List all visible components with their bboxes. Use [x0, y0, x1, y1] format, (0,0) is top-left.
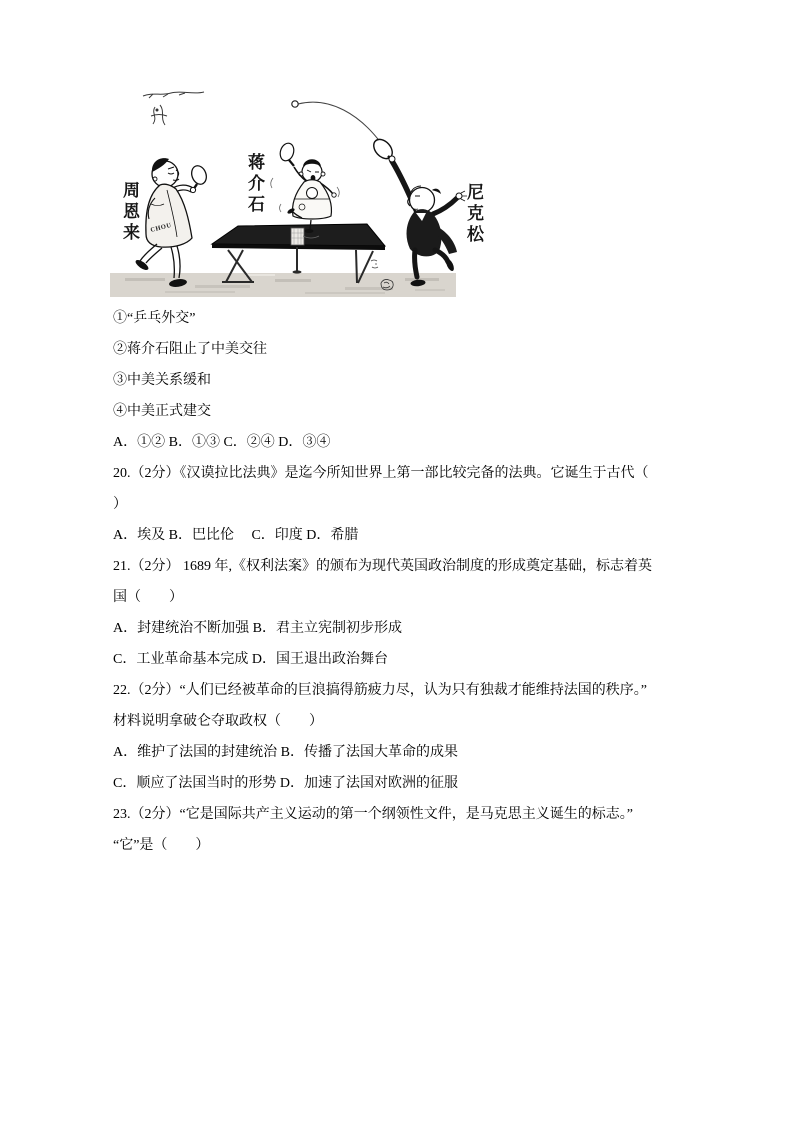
label-zhou-enlai: 周恩来 [120, 181, 139, 244]
ground [110, 273, 456, 297]
q20-stem-line2: ） [113, 497, 127, 512]
q20-stem-line1: 20.（2分）《汉谟拉比法典》是迄今所知世界上第一部比较完备的法典。它诞生于古代（ [113, 466, 649, 481]
signature-scribble [143, 92, 204, 125]
jiang-figure [271, 141, 340, 238]
nixon-figure [370, 136, 467, 287]
statement-1: ①“乒乓外交” [113, 311, 196, 326]
exam-text-block [113, 303, 685, 861]
label-nixon: 尼克松 [464, 183, 483, 246]
q23-stem-line1: 23.（2分）“它是国际共产主义运动的第一个纲领性文件，是马克思主义诞生的标志。” [113, 807, 633, 822]
statement-4: ④中美正式建交 [113, 404, 211, 419]
q22-stem-line2: 材料说明拿破仑夺取政权（ ） [113, 714, 323, 729]
q22-options-ab: A．维护了法国的封建统治 B．传播了法国大革命的成果 [113, 745, 458, 760]
label-chiang-kai-shek: 蒋介石 [245, 153, 264, 216]
q23-stem-line2: “它”是（ ） [113, 838, 210, 853]
zhou-figure [134, 158, 209, 288]
ping-pong-ball [292, 101, 298, 107]
q21-options-cd: C．工业革命基本完成 D．国王退出政治舞台 [113, 652, 388, 667]
q20-options-line: A．埃及 B．巴比伦 C．印度 D．希腊 [113, 528, 359, 543]
ball-trajectory [292, 101, 381, 143]
q19-options-line: A．①② B．①③ C．②④ D．③④ [113, 435, 331, 450]
zhou-jacket-text: CHOU [149, 221, 173, 234]
zhou-paddle [189, 164, 209, 187]
ping-pong-diplomacy-cartoon [105, 86, 485, 304]
table-net [291, 228, 304, 274]
jiang-paddle [278, 141, 296, 162]
q22-options-cd: C．顺应了法国当时的形势 D．加速了法国对欧洲的征服 [113, 776, 458, 791]
q21-stem-line2: 国（ ） [113, 590, 183, 605]
statement-3: ③中美关系缓和 [113, 373, 211, 388]
q21-stem-line1: 21.（2分） 1689 年,《权利法案》的颁布为现代英国政治制度的形成奠定基础，标志着英 [113, 559, 652, 574]
q21-options-ab: A．封建统治不断加强 B．君主立宪制初步形成 [113, 621, 402, 636]
cartoon-drawing [105, 86, 485, 304]
q22-stem-line1: 22.（2分）“人们已经被革命的巨浪搞得筋疲力尽，认为只有独裁才能维持法国的秩序。” [113, 683, 647, 698]
statement-2: ②蒋介石阻止了中美交往 [113, 342, 267, 357]
